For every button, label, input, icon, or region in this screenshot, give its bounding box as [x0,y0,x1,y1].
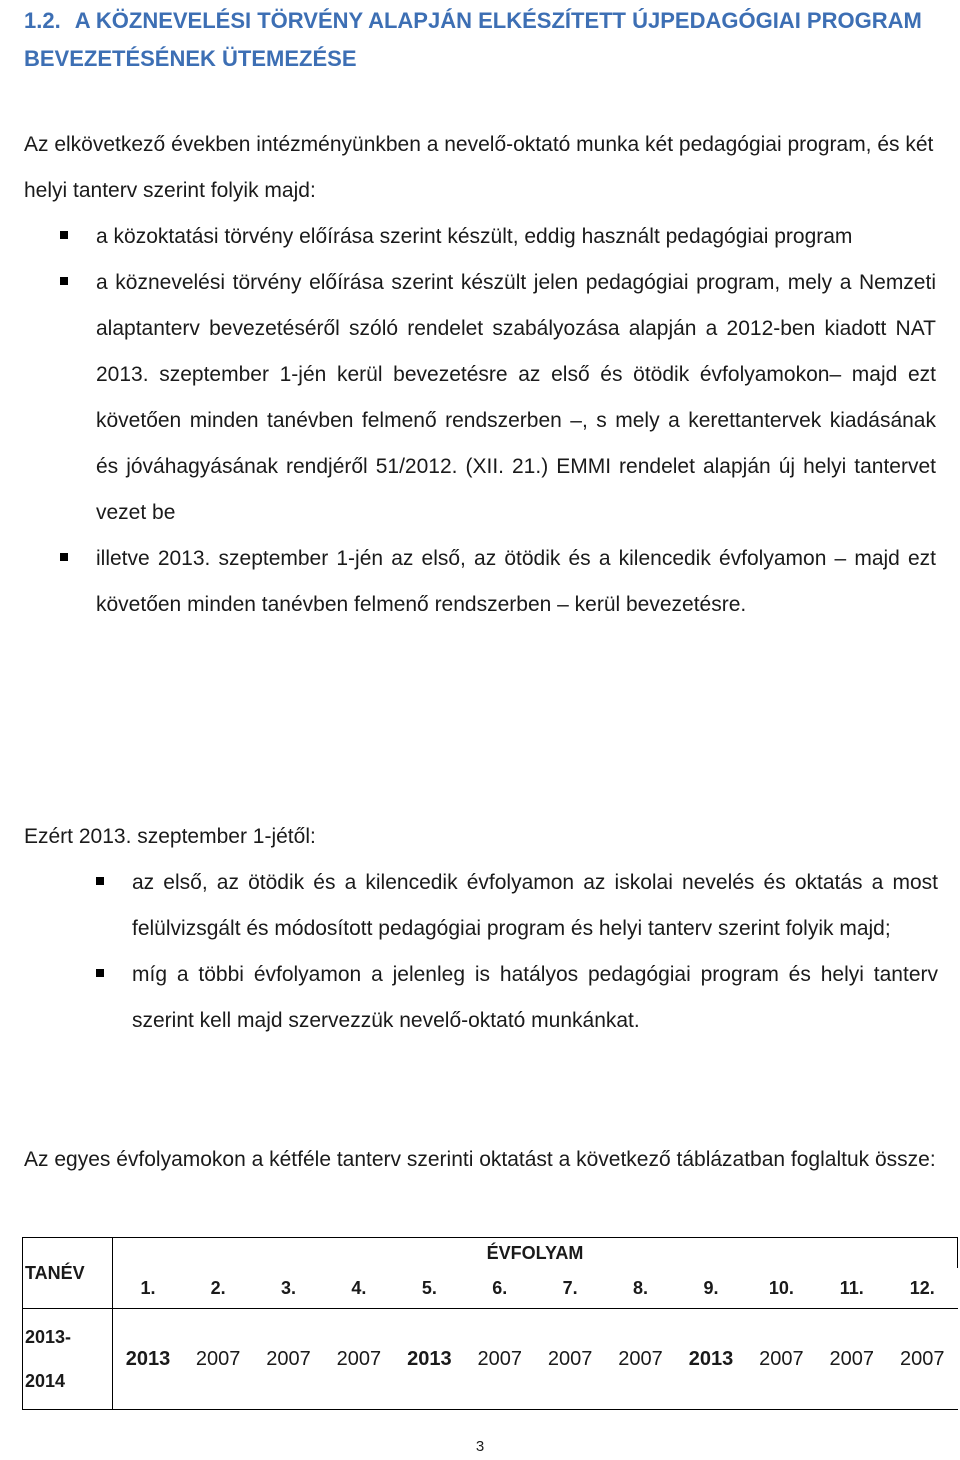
section-heading [24,2,954,78]
intro-paragraph: Az elkövetkező években intézményünkben a nevelő-oktató munka két pedagógiai program, és két helyi tanterv szerint folyik majd: [24,133,934,202]
curriculum-year-cell: 2013 [676,1309,746,1410]
list-item-text: míg a többi évfolyamon a jelenleg is hatályos pedagógiai program és helyi tanterv szerint kell majd szervezzük nevelő-oktató munkánkat. [132,963,938,1032]
curriculum-year-cell: 2007 [253,1309,323,1410]
square-bullet-icon [96,877,104,885]
curriculum-year-cell: 2007 [887,1309,958,1410]
list-item-text: az első, az ötödik és a kilencedik évfolyamon az iskolai nevelés és oktatás a most felülvizsgált és módosított pedagógiai program és helyi tanterv szerint folyik majd; [132,871,938,940]
list-item-text: a köznevelési törvény előírása szerint készült jelen pedagógiai program, mely a Nemzeti alaptanterv bevezetéséről szóló rendelet szabályozása alapján a 2012-ben kiadott NAT 2013. szeptember 1-jén kerül bevezetésre az első és ötödik évfolyamokon– majd ezt követően minden tanévben felmenő rendszerben –, s mely a kerettantervek kiadásának és jóváhagyásának rendjéről 51/2012. (XII. 21.) EMMI rendelet alapján új helyi tantervet vezet be [96,271,936,524]
period-end: 2014 [25,1371,66,1391]
section-title: A KÖZNEVELÉSI TÖRVÉNY ALAPJÁN ELKÉSZÍTETT ÚJPEDAGÓGIAI PROGRAM BEVEZETÉSÉNEK ÜTEMEZÉSE [24,8,922,71]
list-item [132,952,938,1044]
grade-header-cell: 5. [394,1268,464,1309]
curriculum-year-cell: 2007 [817,1309,887,1410]
list-item [96,260,936,536]
page-number: 3 [475,1438,485,1455]
schedule-list [132,860,938,1044]
curriculum-schedule-table [22,1237,958,1410]
grade-header-cell: 2. [183,1268,253,1309]
table-row [23,1309,958,1410]
grade-header-cell: 9. [676,1268,746,1309]
curriculum-year-cell: 2007 [605,1309,675,1410]
table-intro: Az egyes évfolyamokon a kétféle tanterv szerinti oktatást a következő táblázatban foglaltuk össze: [24,1148,936,1171]
list-item [96,536,936,628]
list-item [132,860,938,952]
curriculum-year-cell: 2007 [183,1309,253,1410]
list-item-text: illetve 2013. szeptember 1-jén az első, az ötödik és a kilencedik évfolyamon – majd ezt követően minden tanévben felmenő rendszerben – kerül bevezetésre. [96,547,936,616]
curriculum-year-cell: 2013 [394,1309,464,1410]
period-cell [23,1309,113,1410]
grade-header-cell: 1. [113,1268,183,1309]
program-list [96,214,936,628]
curriculum-year-cell: 2007 [746,1309,816,1410]
square-bullet-icon [60,231,68,239]
list-item [96,214,936,260]
grade-header-cell: 12. [887,1268,958,1309]
section2-intro: Ezért 2013. szeptember 1-jétől: [24,825,316,848]
grade-header-cell: 10. [746,1268,816,1309]
square-bullet-icon [60,553,68,561]
curriculum-year-cell: 2007 [324,1309,394,1410]
square-bullet-icon [60,277,68,285]
grade-header-cell: 6. [465,1268,535,1309]
grade-row [23,1268,958,1309]
tanev-header: TANÉV [23,1238,113,1309]
curriculum-year-cell: 2007 [535,1309,605,1410]
grade-header-cell: 3. [253,1268,323,1309]
grade-header-cell: 4. [324,1268,394,1309]
curriculum-year-cell: 2013 [113,1309,183,1410]
grade-header-cell: 8. [605,1268,675,1309]
square-bullet-icon [96,969,104,977]
grade-header-cell: 11. [817,1268,887,1309]
section-number: 1.2. [24,8,61,33]
curriculum-year-cell: 2007 [465,1309,535,1410]
evfolyam-header: ÉVFOLYAM [113,1238,958,1269]
grade-header-cell: 7. [535,1268,605,1309]
list-item-text: a közoktatási törvény előírása szerint készült, eddig használt pedagógiai program [96,225,853,248]
period-start: 2013- [25,1327,72,1347]
